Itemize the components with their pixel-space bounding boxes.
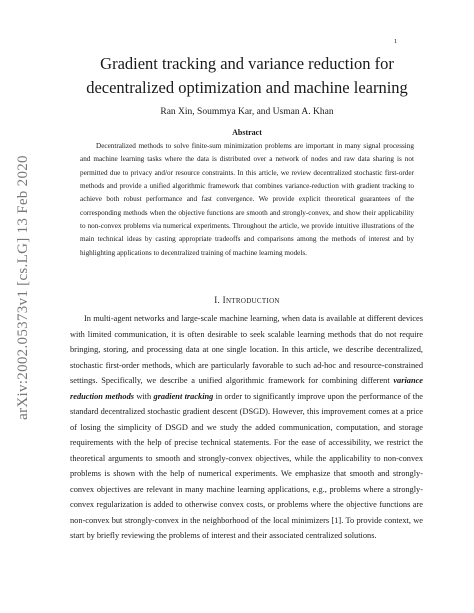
arxiv-identifier-text: arXiv:2002.05373v1 [cs.LG] 13 Feb 2020 [14, 154, 31, 420]
paper-title-line-2: decentralized optimization and machine learning [86, 78, 408, 97]
abstract-text: Decentralized methods to solve finite-sum minimization problems are important in many signal processing and machine learning tasks where the data is distributed over a network of nodes and raw data sharing is not permitted due to privacy and/or resource constraints. In this article, we review decentralized stochastic first-order methods and provide a unified algorithmic framework that combines variance-reduction with gradient tracking to achieve both robust performance and fast convergence. We provide explicit theoretical guarantees of the corresponding methods when the objective functions are smooth and strongly-convex, and show their applicability to non-convex problems via numerical experiments. Throughout the article, we provide intuitive illustrations of the main technical ideas by casting appropriate tradeoffs and comparisons among the methods of interest and by highlighting applications to decentralized training of machine learning models. [80, 142, 414, 257]
section-heading-introduction [52, 295, 442, 305]
page-number: 1 [394, 38, 398, 45]
intro-text-part-3: in order to significantly improve upon the performance of the standard decentralized stochastic gradient descent (DSGD). However, this improvement comes at a price of losing the simplicity of DSGD and we study the added communication, computation, and storage requirements with the help of precise technical statements. For the ease of accessibility, we restrict the theoretical arguments to smooth and strongly-convex objectives, while the applicability to non-convex problems is shown with the help of numerical experiments. We emphasize that smooth and strongly-convex objectives are relevant in many machine learning applications, e.g., problems where a strongly-convex regularization is added to otherwise convex costs, or problems where the objective functions are non-convex but strongly-convex in the neighborhood of the local minimizers [1]. To provide context, we start by briefly reviewing the problems of interest and their associated centralized solutions. [70, 391, 423, 540]
section-number: I. [214, 295, 221, 305]
paper-title-line-1: Gradient tracking and variance reduction for [100, 54, 394, 73]
intro-emphasis-variance-reduction: variance reduction methods [70, 376, 423, 401]
intro-emphasis-gradient-tracking: gradient tracking [153, 391, 214, 401]
author-list: Ran Xin, Soummya Kar, and Usman A. Khan [160, 107, 334, 117]
section-title-initial: I [222, 295, 226, 305]
abstract-heading: Abstract [232, 128, 262, 137]
paper-title [52, 52, 442, 100]
arxiv-identifier-stamp [14, 154, 32, 420]
introduction-paragraph [70, 311, 423, 544]
intro-text-part-2: with [134, 391, 154, 401]
section-title-rest: NTRODUCTION [225, 297, 280, 305]
intro-text-part-1: In multi-agent networks and large-scale machine learning, when data is available at different devices with limited communication, it is often desirable to seek scalable learning methods that do not require bringing, storing, and processing data at one single location. In this article, we describe decentralized, stochastic first-order methods, which are particularly favorable to such ad-hoc and resource-constrained settings. Specifically, we describe a unified algorithmic framework for combining different [70, 314, 423, 385]
